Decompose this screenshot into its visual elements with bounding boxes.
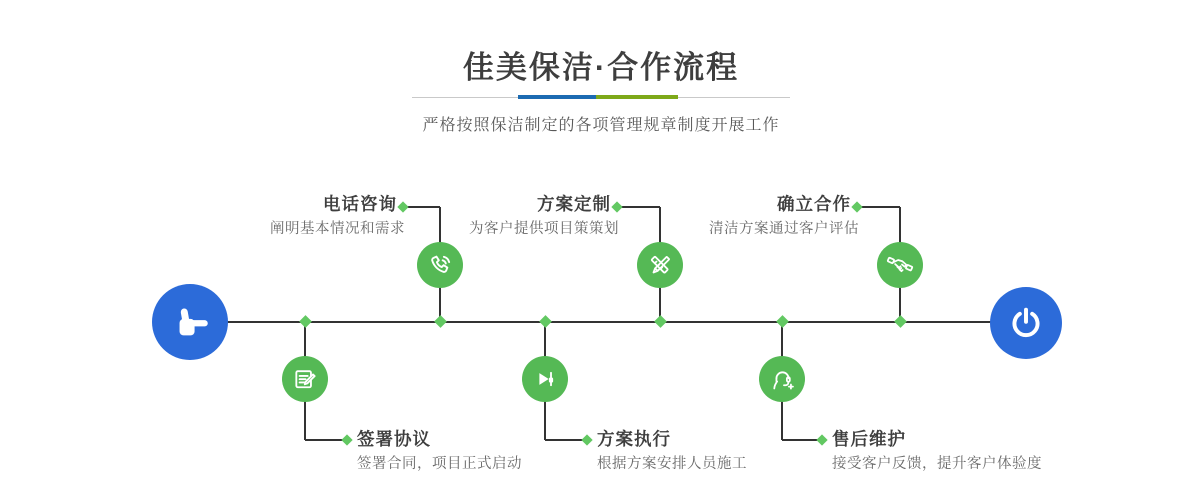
step1-desc: 阐明基本情况和需求 [270, 221, 405, 237]
step3-label [469, 194, 619, 238]
timeline-junction-diamond [654, 315, 667, 328]
step5-node [877, 242, 923, 288]
step5-title: 确立合作 [777, 194, 851, 214]
step4-desc: 根据方案安排人员施工 [597, 456, 747, 472]
step6-title: 售后维护 [832, 429, 906, 449]
pencil-ruler-icon [647, 252, 674, 279]
timeline-junction-diamond [539, 315, 552, 328]
step2-node [282, 356, 328, 402]
step5-connector-horizontal [857, 206, 900, 208]
page-subtitle: 严格按照保洁制定的各项管理规章制度开展工作 [422, 117, 780, 134]
divider-gray-left [412, 97, 518, 98]
power-icon [1007, 304, 1045, 342]
timeline-end-node [990, 287, 1062, 359]
timeline-start-node [152, 284, 228, 360]
step6-label-diamond [816, 434, 827, 445]
step4-label-diamond [581, 434, 592, 445]
step2-label-diamond [341, 434, 352, 445]
step5-desc: 清洁方案通过客户评估 [709, 221, 859, 237]
step1-label [270, 194, 405, 238]
step3-label-diamond [611, 201, 622, 212]
step5-label-diamond [851, 201, 862, 212]
step1-title: 电话咨询 [323, 194, 397, 214]
pointing-hand-icon [168, 300, 212, 344]
step2-title: 签署协议 [357, 429, 431, 449]
timeline-junction-diamond [776, 315, 789, 328]
sign-document-icon [292, 366, 318, 392]
step3-node [637, 242, 683, 288]
handshake-icon [886, 251, 914, 279]
step6-label [832, 429, 1042, 473]
step2-label [357, 429, 522, 473]
divider-blue-segment [518, 95, 596, 99]
step6-desc: 接受客户反馈，提升客户体验度 [832, 456, 1042, 472]
step3-title: 方案定制 [537, 194, 611, 214]
page-title: 佳美保洁·合作流程 [462, 50, 740, 85]
step2-desc: 签署合同，项目正式启动 [357, 456, 522, 472]
timeline-junction-diamond [894, 315, 907, 328]
step4-label [597, 429, 747, 473]
play-next-icon [532, 366, 558, 392]
phone-icon [427, 252, 454, 279]
divider-green-segment [596, 95, 678, 99]
step1-label-diamond [397, 201, 408, 212]
divider-gray-right [678, 97, 790, 98]
title-divider [412, 94, 790, 100]
step3-connector-horizontal [617, 206, 660, 208]
timeline-junction-diamond [299, 315, 312, 328]
step6-node [759, 356, 805, 402]
timeline-junction-diamond [434, 315, 447, 328]
step5-label [709, 194, 859, 238]
step4-title: 方案执行 [597, 429, 671, 449]
step4-node [522, 356, 568, 402]
step3-desc: 为客户提供项目策策划 [469, 221, 619, 237]
headset-plus-icon [769, 366, 796, 393]
step1-node [417, 242, 463, 288]
